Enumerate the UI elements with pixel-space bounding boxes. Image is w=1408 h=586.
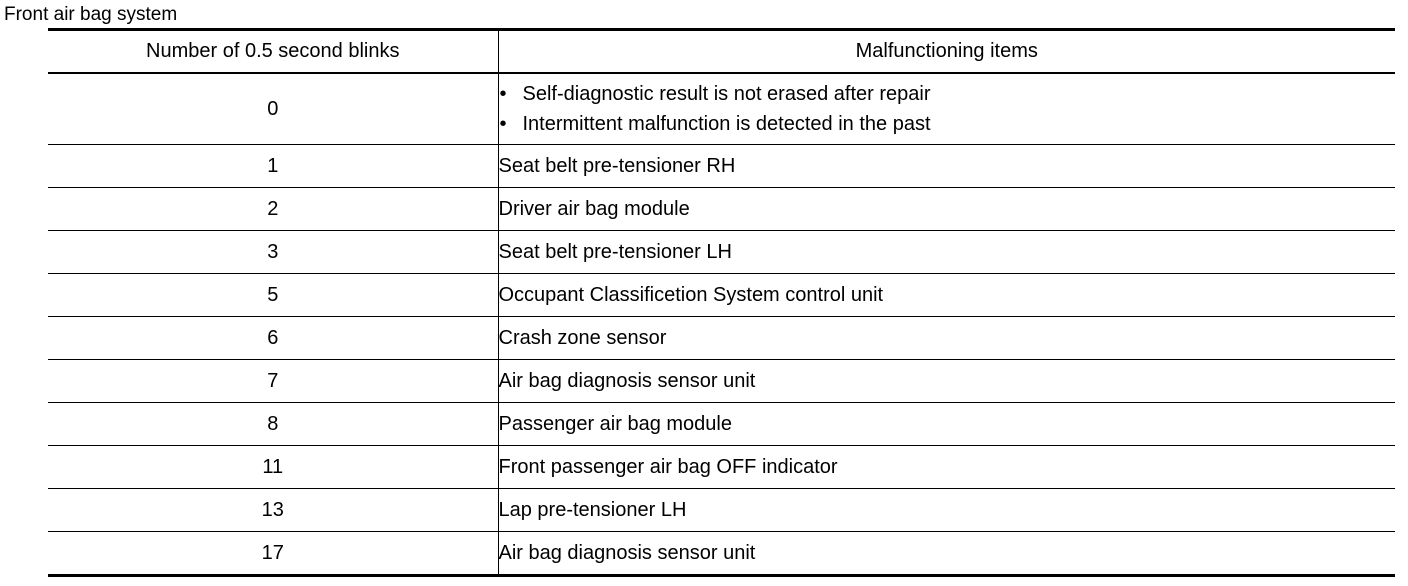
table-header-row [48, 30, 1395, 74]
malfunction-item-cell: Seat belt pre-tensioner RH [498, 145, 1395, 188]
bullet-icon: • [499, 113, 507, 135]
malfunction-bullet-list [499, 79, 1396, 139]
malfunction-item-cell: Driver air bag module [498, 188, 1395, 231]
blink-count-cell: 1 [48, 145, 498, 188]
table-row [48, 489, 1395, 532]
list-item-text: Intermittent malfunction is detected in the past [522, 113, 931, 135]
blink-count-cell: 7 [48, 360, 498, 403]
list-item-text: Self-diagnostic result is not erased after repair [522, 83, 931, 105]
malfunction-item-cell [498, 73, 1395, 145]
blink-code-table [48, 28, 1395, 577]
column-header-blinks: Number of 0.5 second blinks [48, 30, 498, 74]
table-row [48, 145, 1395, 188]
malfunction-item-cell: Crash zone sensor [498, 317, 1395, 360]
table-row [48, 360, 1395, 403]
malfunction-item-cell: Seat belt pre-tensioner LH [498, 231, 1395, 274]
blink-count-cell: 3 [48, 231, 498, 274]
malfunction-item-cell: Air bag diagnosis sensor unit [498, 360, 1395, 403]
blink-count-cell: 5 [48, 274, 498, 317]
table-row [48, 188, 1395, 231]
table-row [48, 403, 1395, 446]
malfunction-item-cell: Passenger air bag module [498, 403, 1395, 446]
blink-count-cell: 6 [48, 317, 498, 360]
blink-count-cell: 0 [48, 73, 498, 145]
blink-count-cell: 17 [48, 532, 498, 576]
malfunction-item-cell: Front passenger air bag OFF indicator [498, 446, 1395, 489]
table-row [48, 274, 1395, 317]
bullet-icon: • [499, 83, 507, 105]
list-item [499, 109, 1396, 139]
table-row [48, 532, 1395, 576]
table-row [48, 231, 1395, 274]
document-title: Front air bag system [4, 4, 178, 25]
malfunction-item-cell: Lap pre-tensioner LH [498, 489, 1395, 532]
list-item [499, 79, 1396, 109]
blink-count-cell: 8 [48, 403, 498, 446]
table-row [48, 317, 1395, 360]
table-row [48, 446, 1395, 489]
column-header-items: Malfunctioning items [498, 30, 1395, 74]
malfunction-item-cell: Air bag diagnosis sensor unit [498, 541, 756, 564]
blink-count-cell: 2 [48, 188, 498, 231]
blink-count-cell: 13 [48, 489, 498, 532]
blink-count-cell: 11 [48, 446, 498, 489]
malfunction-item-cell: Occupant Classificetion System control unit [498, 274, 1395, 317]
table-row [48, 73, 1395, 145]
